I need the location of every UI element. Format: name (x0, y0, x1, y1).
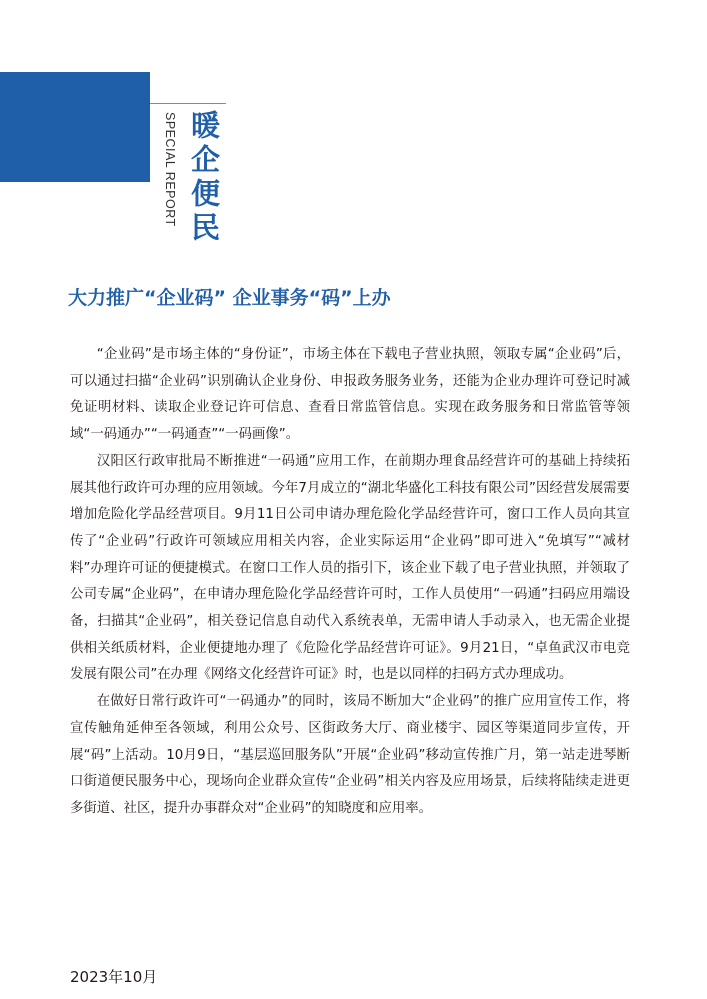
section-label-chinese: 暖企便民 (187, 110, 221, 246)
issue-date: 2023年10月 (70, 968, 158, 986)
article-title: 大力推广“企业码” 企业事务“码”上办 (68, 287, 391, 309)
article-paragraph-1: “企业码”是市场主体的“身份证”，市场主体在下载电子营业执照，领取专属“企业码”后，可以通过扫描“企业码”识别确认企业身份、申报政务服务业务，还能为企业办理许可登记时减免证明材料、读取企业登记许可信息、查看日常监管信息。实现在政务服务和日常监管等领域“一码通办”“一码通查”“一码画像”。 (70, 347, 630, 443)
article-body (70, 342, 630, 823)
article-paragraph-3: 在做好日常行政许可“一码通办”的同时，该局不断加大“企业码”的推广应用宣传工作，将宣传触角延伸至各领域，利用公众号、区街政务大厅、商业楼宇、园区等渠道同步宣传，开展“码”上活动。10月9日，“基层巡回服务队”开展“企业码”移动宣传推广月，第一站走进琴断口街道便民服务中心，现场向企业群众宣传“企业码”相关内容及应用场景，后续将陆续走进更多街道、社区，提升办事群众对“企业码”的知晓度和应用率。 (70, 694, 630, 816)
header-divider-line (150, 103, 226, 104)
article-paragraph-2: 汉阳区行政审批局不断推进“一码通”应用工作，在前期办理食品经营许可的基础上持续拓展其他行政许可办理的应用领域。今年7月成立的“湖北华盛化工科技有限公司”因经营发展需要增加危险化学品经营项目。9月11日公司申请办理危险化学品经营许可，窗口工作人员向其宣传了“企业码”行政许可领域应用相关内容，企业实际运用“企业码”即可进入“免填写”“减材料”办理许可证的便捷模式。在窗口工作人员的指引下，该企业下载了电子营业执照，并领取了公司专属“企业码”，在申请办理危险化学品经营许可时，工作人员使用“一码通”扫码应用端设备，扫描其“企业码”，相关登记信息自动代入系统表单，无需申请人手动录入，也无需企业提供相关纸质材料，企业便捷地办理了《危险化学品经营许可证》。9月21日，“卓鱼武汉市电竞发展有限公司”在办理《网络文化经营许可证》时，也是以同样的扫码方式办理成功。 (70, 453, 630, 683)
section-label-english: SPECIAL REPORT (163, 112, 177, 227)
header-color-block (0, 72, 150, 182)
